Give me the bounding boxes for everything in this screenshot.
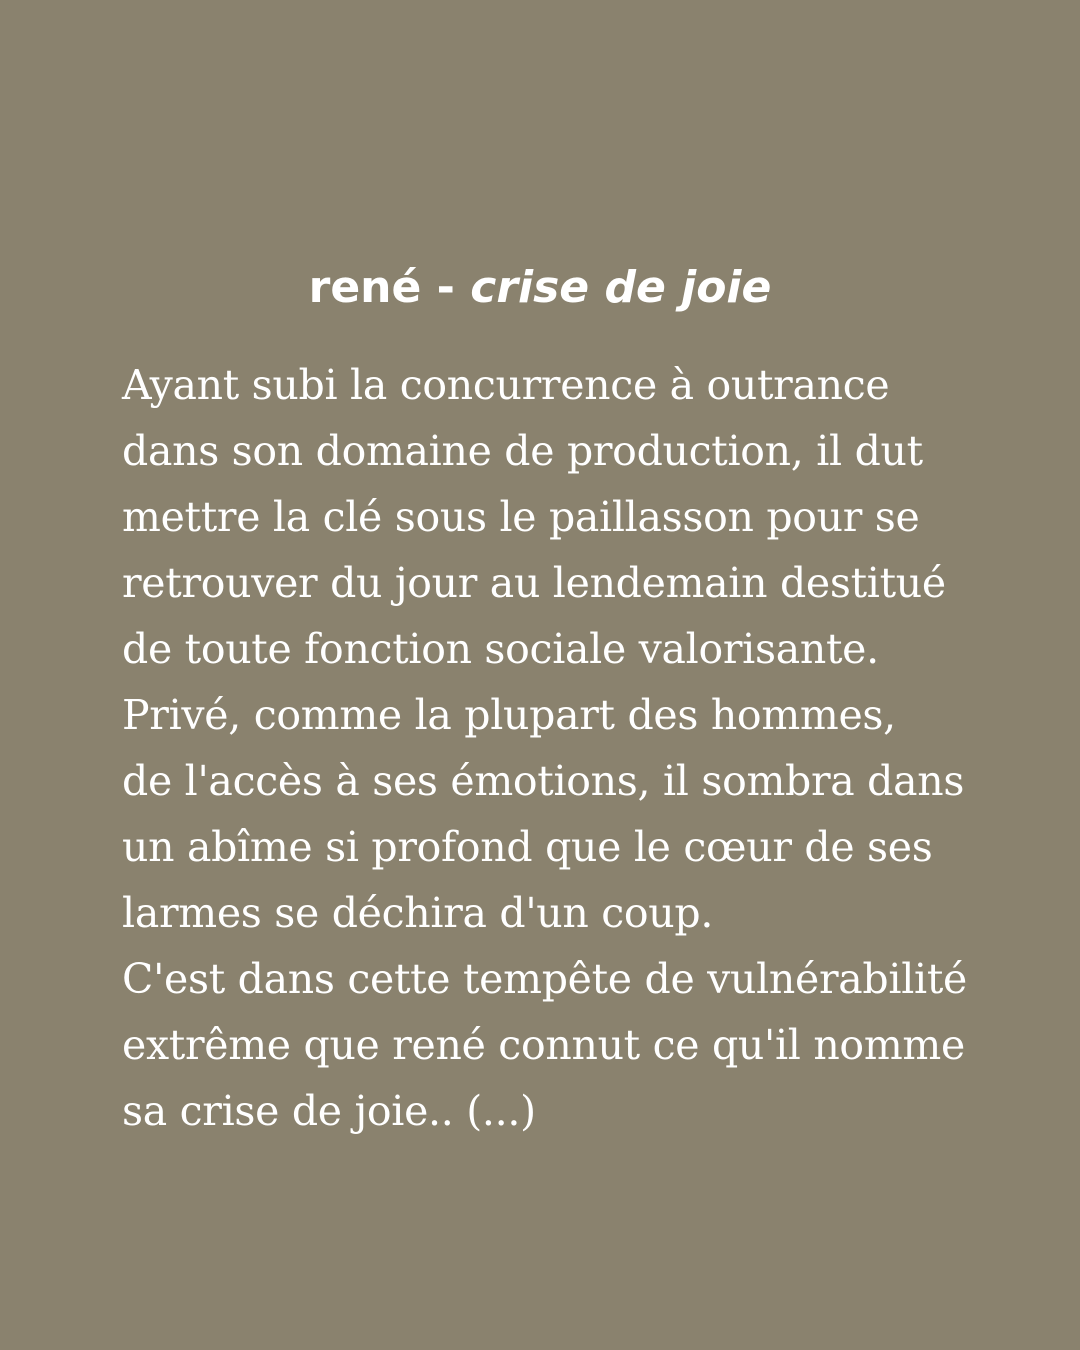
excerpt-line: Privé, comme la plupart des hommes,	[122, 691, 896, 739]
excerpt-line: larmes se déchira d'un coup.	[122, 889, 714, 937]
work-title: crise de joie	[470, 262, 772, 313]
excerpt-line: mettre la clé sous le paillasson pour se	[122, 493, 920, 541]
excerpt-line: Ayant subi la concurrence à outrance	[122, 361, 890, 409]
excerpt-line: de l'accès à ses émotions, il sombra dans	[122, 757, 965, 805]
excerpt-line: de toute fonction sociale valorisante.	[122, 625, 879, 673]
excerpt-line: dans son domaine de production, il dut	[122, 427, 923, 475]
excerpt-line: sa crise de joie.. (...)	[122, 1087, 536, 1135]
excerpt-line: C'est dans cette tempête de vulnérabilité	[122, 955, 967, 1003]
excerpt-line: un abîme si profond que le cœur de ses	[122, 823, 933, 871]
excerpt-line: extrême que rené connut ce qu'il nomme	[122, 1021, 965, 1069]
title-separator: -	[421, 262, 471, 313]
post-title	[0, 258, 1080, 318]
excerpt-paragraph	[122, 352, 1022, 1144]
excerpt-line: retrouver du jour au lendemain destitué	[122, 559, 946, 607]
author-name: rené	[308, 262, 422, 313]
